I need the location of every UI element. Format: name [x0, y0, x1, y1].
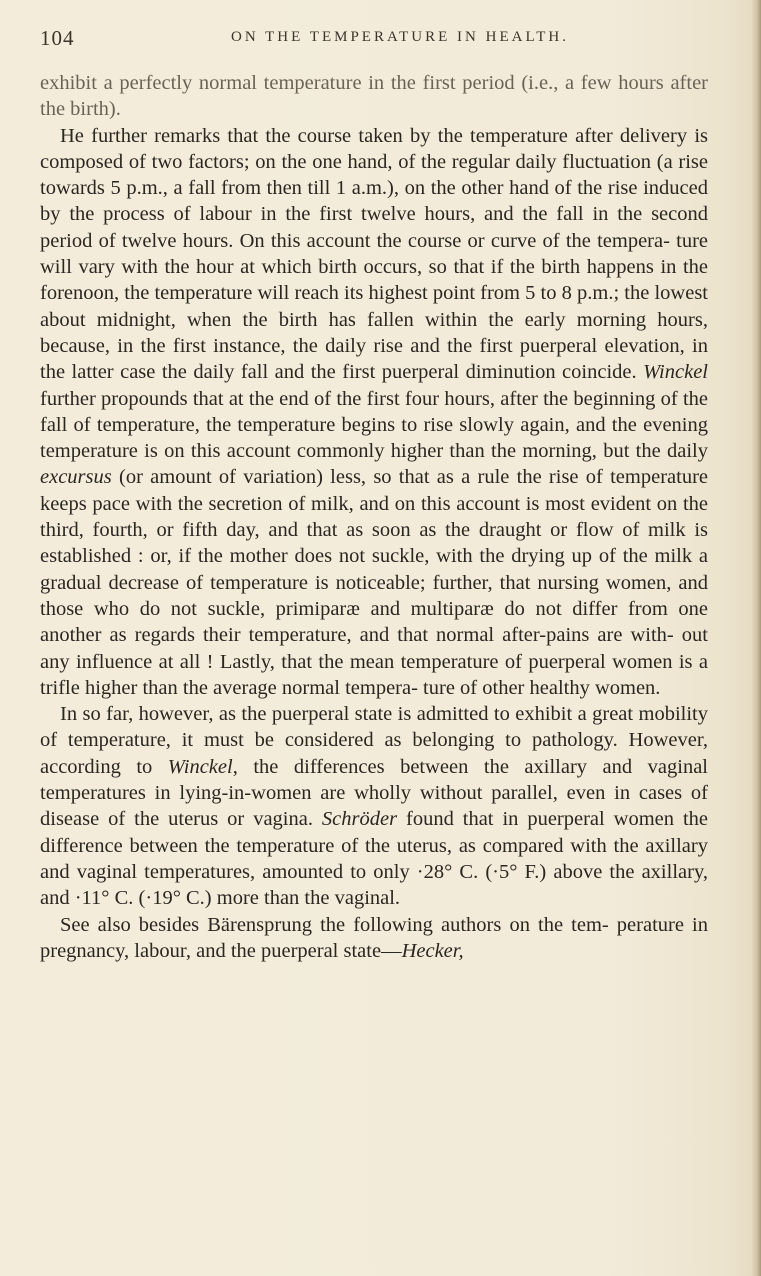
- author-name-hecker: Hecker,: [401, 939, 464, 962]
- paragraph-text: In so far, however, as the puerperal state is admitted to exhibit a great mobility of temperature, it must be considered as belonging to pathology. However, according to: [40, 703, 708, 778]
- paragraph-see-also: [40, 912, 708, 965]
- author-name-winckel: Winckel: [643, 361, 708, 384]
- paragraph-text: , the differences between the axillary and vaginal temperatures in lying-in-women are wholly without parallel, even in cases of disease of the uterus or vagina.: [40, 755, 708, 831]
- paragraph-text: See also besides Bärensprung the following authors on the tem- perature in pregnancy, labour, and the puerperal state—: [40, 913, 708, 962]
- paragraph-text: exhibit a perfectly normal temperature in the first period (i.e., a few hours after the birth).: [40, 72, 708, 121]
- paragraph-text: found that in puerperal women the difference between the temperature of the uterus, as compared with the axillary and vaginal temperatures, amounted to only ·28° C. (·5° F.) above the axillary, and ·11° C. (·19° C.) more than the vaginal.: [40, 808, 708, 910]
- body-text: [40, 70, 708, 964]
- author-name-schroder: Schröder: [321, 808, 398, 831]
- paragraph-daily-fluctuation: [40, 123, 708, 702]
- paragraph-continuation: [40, 70, 708, 123]
- paragraph-text: further propounds that at the end of the first four hours, after the beginning of the fall of temperature, the temperature begins to rise slowly again, and the evening temperature is on this account commonly higher than the morning, but the daily: [40, 387, 708, 463]
- running-title: ON THE TEMPERATURE IN HEALTH.: [231, 29, 569, 45]
- term-excursus: excursus: [40, 466, 112, 489]
- paragraph-text: He further remarks that the course taken by the temperature after delivery is composed of two factors; on the one hand, of the regular daily fluctuation (a rise towards 5 p.m., a fall from then till 1 a.m.), on the other hand of the rise induced by the process of labour in the first twelve hours, and the fall in the second period of twelve hours. On this account the course or curve of the tempera- ture will vary with the hour at which birth occurs, so that if the birth happens in the forenoon, the temperature will reach its highest point from 5 to 8 p.m.; the lowest about midnight, when the birth has fallen within the early morning hours, because, in the first instance, the daily rise and the first puerperal elevation, in the latter case the daily fall and the first puerperal diminution coincide.: [40, 124, 708, 384]
- page-header: [40, 26, 720, 56]
- page-number: 104: [40, 26, 75, 50]
- author-name-winckel: Winckel: [167, 755, 233, 778]
- paragraph-text: (or amount of variation) less, so that as a rule the rise of temperature keeps pace with the secretion of milk, and on this account is most evident on the third, fourth, or fifth day, and that as soon as the draught or flow of milk is established : or, if the mother does not suckle, with the drying up of the milk a gradual decrease of temperature is noticeable; further, that nursing women, and those who do not suckle, primiparæ and multiparæ do not differ from one another as regards their temperature, and that normal after-pains are with- out any influence at all ! Lastly, that the mean temperature of puerperal women is a trifle higher than the average normal tempera- ture of other healthy women.: [40, 466, 708, 699]
- page-edge-shadow: [751, 0, 761, 1276]
- paragraph-pathology: [40, 701, 708, 911]
